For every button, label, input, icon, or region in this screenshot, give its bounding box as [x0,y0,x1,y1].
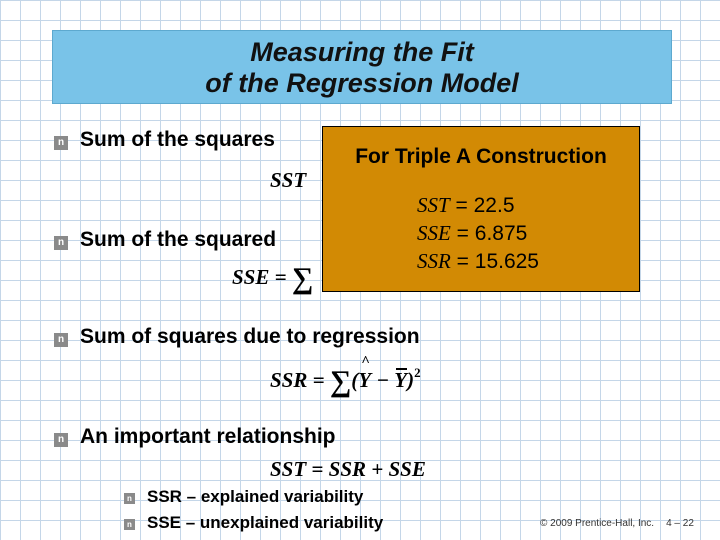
title-band [52,30,672,104]
copyright: © 2009 Prentice-Hall, Inc. [540,518,655,529]
bullet-relationship [54,425,336,449]
exponent-2: 2 [414,365,421,380]
sub-bullet-label: SSR – explained variability [147,487,364,506]
callout-sse-line [417,221,527,246]
bullet-sst [54,128,275,152]
bullet-label: Sum of the squares [80,128,275,151]
page-number: 4 – 22 [666,518,694,529]
sigma-icon: ∑ [329,365,352,398]
callout-sse-label: SSE [417,221,451,245]
sigma-icon: ∑ [291,262,314,295]
y-bar-symbol: Y [394,368,408,392]
bullet-sse [54,228,276,252]
triple-a-callout [322,126,640,292]
bullet-ssr [54,325,420,349]
formula-lhs: SSR [270,368,308,392]
title-line-2: of the Regression Model [205,68,519,98]
sub-bullet-label: SSE – unexplained variability [147,513,384,532]
square-bullet-icon: n [54,433,68,447]
square-bullet-icon: n [124,519,135,530]
sst-formula [270,168,306,193]
callout-ssr-line [417,249,539,274]
slide-footer [540,518,694,529]
square-bullet-icon: n [54,136,68,150]
callout-ssr-label: SSR [417,249,451,273]
title-line-1: Measuring the Fit [250,37,474,67]
slide-title [53,37,671,99]
formula-lhs: SSE [232,265,270,289]
y-hat-symbol: ^ Y [358,368,371,393]
square-bullet-icon: n [54,333,68,347]
bullet-label: An important relationship [80,425,336,448]
square-bullet-icon: n [54,236,68,250]
callout-ssr-value: = 15.625 [450,250,539,273]
sse-formula: SSE = ∑ [232,262,314,295]
callout-heading: For Triple A Construction [355,145,607,168]
formula-lhs: SST [270,168,307,192]
square-bullet-icon: n [124,493,135,504]
bullet-label: Sum of the squared [80,228,277,251]
sub-bullet-sse [124,513,383,533]
callout-sse-value: = 6.875 [450,222,528,245]
bullet-label: Sum of squares due to regression [80,325,420,348]
callout-sst-line [417,193,515,218]
sub-bullet-ssr [124,487,363,507]
ssr-formula: SSR = ∑(^ Y − Y)$^2$ [270,365,421,399]
relationship-formula: SST = SSR + SSE [270,457,426,481]
callout-sst-value: = 22.5 [449,194,515,217]
callout-sst-label: SST [417,193,450,217]
